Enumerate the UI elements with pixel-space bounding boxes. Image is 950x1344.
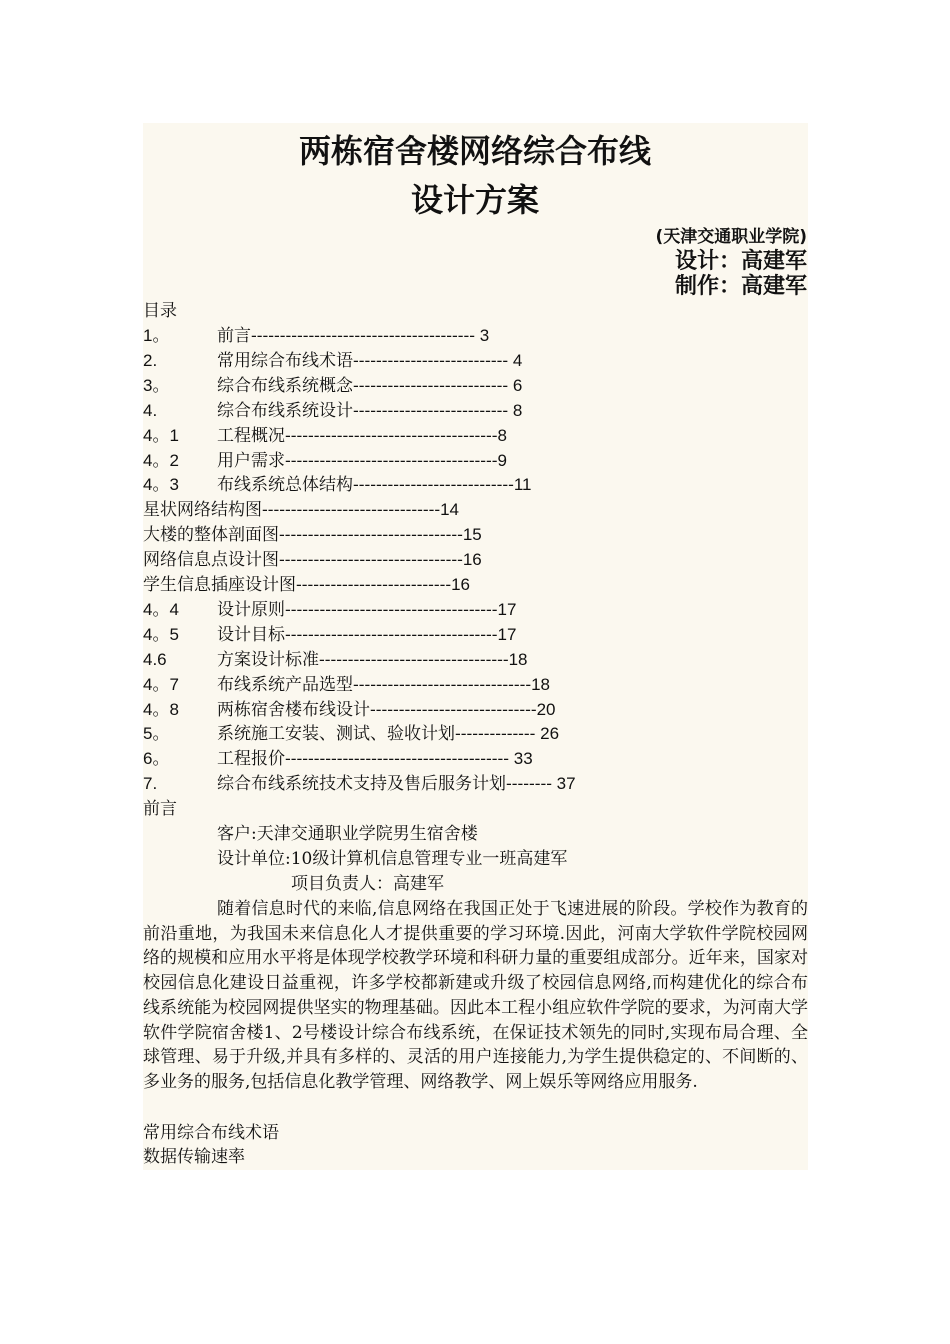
toc-entry[interactable] — [143, 773, 576, 795]
toc-entry-number: 5。 — [143, 724, 170, 744]
toc-entry[interactable] — [143, 474, 532, 496]
project-lead-line: 项目负责人：高建军 — [291, 874, 444, 894]
preface-body-paragraph: 随着信息时代的来临,信息网络在我国正处于飞速进展的阶段。学校作为教育的前沿重地，为我国未来信息化人才提供重要的学习环境.因此，河南大学软件学院校园网络的规模和应用水平将是体现学校教学环境和科研力量的重要组成部分。近年来，国家对校园信息化建设日益重视，许多学校都新建或升级了校园信息网络,而构建优化的综合布线系统能为校园网提供坚实的物理基础。因此本工程小组应软件学院的要求，为河南大学软件学院宿舍楼1、2号楼设计综合布线系统，在保证技术领先的同时,实现布局合理、全球管理、易于升级,并具有多样的、灵活的用户连接能力,为学生提供稳定的、不间断的、多业务的服务,包括信息化教学管理、网络教学、网上娱乐等网络应用服务. — [143, 899, 808, 1092]
toc-entry-page: 16 — [462, 550, 482, 570]
toc-entry-page: 3 — [475, 326, 490, 345]
toc-entry-number: 4。7 — [143, 674, 179, 694]
toc-entry-page: 11 — [513, 475, 532, 495]
toc-entry-leader: ------------------------------- — [353, 674, 532, 695]
toc-entry-title: 大楼的整体剖面图 — [143, 525, 279, 546]
toc-entry-number: 4。2 — [143, 450, 179, 470]
toc-entry-title: 系统施工安装、测试、验收计划 — [217, 724, 455, 745]
toc-entry-title: 布线系统产品选型 — [217, 674, 353, 695]
toc-entry-title: 用户需求 — [217, 450, 285, 471]
toc-entry-page: 9 — [497, 450, 508, 470]
toc-entry-leader: ----------------------------- — [370, 699, 537, 720]
toc-entry-page: 18 — [508, 649, 528, 669]
toc-entry-number: 4。5 — [143, 624, 179, 644]
toc-entry-leader: -------------------------------- — [279, 550, 463, 571]
toc-entry-leader: --------------------------- — [296, 575, 452, 595]
preface-heading: 前言 — [143, 799, 177, 819]
toc-entry-leader: --------------------------------------- — [251, 326, 476, 346]
design-unit-line: 设计单位:10级计算机信息管理专业一班高建军 — [217, 849, 568, 869]
toc-entry-page: 37 — [551, 774, 576, 794]
toc-entry-leader: ------------------------------------- — [285, 425, 498, 446]
toc-entry-page: 8 — [508, 400, 523, 420]
institution-label: (天津交通职业学院) — [655, 227, 807, 247]
toc-entry-leader: -------------------------------- — [279, 525, 463, 546]
maker-label: 制作：高建军 — [674, 274, 807, 299]
toc-entry-title: 两栋宿舍楼布线设计 — [217, 699, 370, 720]
document-title-line2: 设计方案 — [410, 181, 539, 219]
toc-entry[interactable] — [143, 425, 507, 447]
toc-entry-number: 2. — [143, 350, 158, 370]
toc-heading: 目录 — [143, 301, 177, 321]
toc-entry-leader: --------------------------------- — [319, 649, 509, 670]
toc-entry-page: 33 — [509, 749, 533, 769]
toc-entry[interactable] — [143, 723, 559, 745]
toc-entry-number: 4.6 — [143, 649, 167, 669]
toc-entry-page: 20 — [536, 699, 556, 719]
toc-entry-title: 学生信息插座设计图 — [143, 575, 296, 595]
toc-entry-page: 15 — [462, 525, 482, 545]
toc-entry-number: 4。4 — [143, 599, 179, 619]
client-line: 客户:天津交通职业学院男生宿舍楼 — [217, 824, 478, 844]
toc-entry[interactable] — [143, 649, 527, 671]
toc-entry-leader: -------- — [506, 774, 552, 795]
toc-entry-title: 综合布线系统技术支持及售后服务计划 — [217, 774, 506, 795]
toc-entry-title: 工程报价 — [217, 749, 285, 770]
designer-label: 设计：高建军 — [674, 249, 807, 274]
toc-entry[interactable] — [143, 450, 507, 472]
toc-entry-title: 工程概况 — [217, 425, 285, 446]
toc-entry-number: 6。 — [143, 749, 170, 769]
toc-entry[interactable] — [143, 699, 556, 721]
toc-entry[interactable] — [143, 375, 522, 397]
toc-entry-leader: --------------------------- — [353, 400, 509, 421]
toc-entry-page: 16 — [451, 575, 471, 594]
toc-entry-title: 前言 — [217, 326, 251, 346]
toc-entry-title: 方案设计标准 — [217, 649, 319, 670]
toc-entry-number: 7. — [143, 774, 158, 794]
toc-entry-title: 网络信息点设计图 — [143, 550, 279, 571]
toc-entry-title: 综合布线系统设计 — [217, 400, 353, 421]
toc-entry-leader: -------------- — [455, 724, 536, 745]
toc-entry-page: 17 — [497, 599, 517, 619]
toc-entry[interactable] — [143, 574, 470, 596]
toc-entry-title: 常用综合布线术语 — [217, 350, 353, 371]
toc-entry-title: 设计目标 — [217, 624, 285, 645]
toc-entry[interactable] — [143, 549, 482, 571]
toc-entry[interactable] — [143, 350, 522, 372]
toc-entry-page: 26 — [535, 724, 560, 744]
toc-entry-page: 8 — [497, 425, 508, 445]
toc-entry-leader: ------------------------------- — [262, 500, 441, 521]
toc-entry-leader: ------------------------------------- — [285, 624, 498, 645]
toc-entry-page: 14 — [440, 500, 459, 520]
toc-entry-number: 4. — [143, 400, 158, 420]
toc-entry-title: 星状网络结构图 — [143, 500, 262, 521]
toc-entry-leader: --------------------------- — [353, 350, 509, 371]
toc-entry-number: 1。 — [143, 326, 170, 345]
toc-entry-leader: ------------------------------------- — [285, 450, 498, 471]
first-term: 数据传输速率 — [143, 1147, 245, 1167]
terms-heading: 常用综合布线术语 — [143, 1123, 279, 1143]
toc-entry-number: 4。8 — [143, 699, 179, 719]
toc-entry[interactable] — [143, 674, 550, 696]
toc-entry-page: 6 — [508, 375, 523, 395]
toc-entry-page: 17 — [497, 624, 517, 644]
toc-entry-page: 18 — [531, 674, 550, 694]
toc-entry[interactable] — [143, 748, 533, 770]
toc-entry-title: 综合布线系统概念 — [217, 375, 353, 396]
toc-entry[interactable] — [143, 325, 489, 347]
toc-entry-number: 4。3 — [143, 475, 179, 495]
toc-entry[interactable] — [143, 400, 522, 422]
toc-entry-page: 4 — [508, 350, 523, 370]
toc-entry-number: 3。 — [143, 375, 170, 395]
toc-entry[interactable] — [143, 524, 482, 546]
toc-entry-leader: ---------------------------- — [353, 475, 514, 496]
toc-entry-title: 设计原则 — [217, 599, 285, 620]
toc-entry-title: 布线系统总体结构 — [217, 475, 353, 496]
toc-entry-leader: --------------------------- — [353, 375, 509, 396]
document-title-line1: 两栋宿舍楼网络综合布线 — [298, 132, 651, 170]
toc-entry-leader: --------------------------------------- — [285, 749, 510, 770]
toc-entry-leader: ------------------------------------- — [285, 599, 498, 620]
toc-entry[interactable] — [143, 624, 516, 646]
toc-entry[interactable] — [143, 599, 516, 621]
toc-entry[interactable] — [143, 499, 459, 521]
toc-entry-number: 4。1 — [143, 425, 179, 445]
